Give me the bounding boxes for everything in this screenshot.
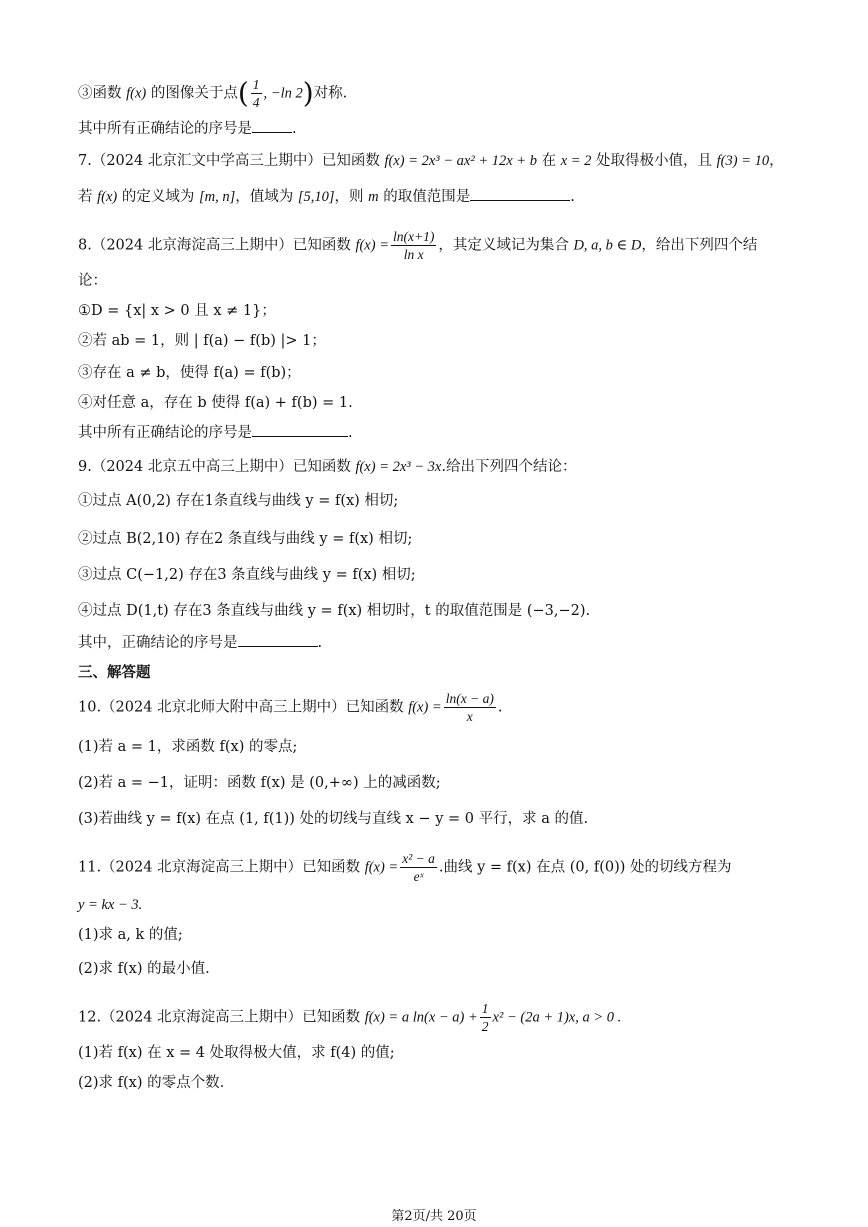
question-10-part1: (1)若 a = 1，求函数 f(x) 的零点; — [78, 739, 298, 755]
question-12-part2: (2)求 f(x) 的零点个数. — [78, 1075, 225, 1091]
fraction: $\frac{\ln(x+1)}{\text{ln x}}$ — [392, 229, 435, 262]
section-heading: 三、解答题 — [78, 665, 151, 681]
fraction: $\frac{1}{2}$ — [481, 1001, 489, 1034]
question-10-part3: (3)若曲线 y = f(x) 在点 (1, f(1)) 处的切线与直线 x − y = 0 平行，求 a 的值. — [78, 811, 589, 827]
question-12-part1: (1)若 f(x) 在 x = 4 处取得极大值，求 f(4) 的值; — [78, 1045, 395, 1061]
question-10: 10.（2024 北京北师大附中高三上期中）已知函数 f(x) = $\frac{\ln(x - a)}{x}$ . — [78, 691, 503, 724]
question-7-line2: 若 f(x) 的定义域为 [m, n]，值域为 [5,10]，则 m 的取值范围是 . — [78, 186, 808, 208]
question-8-answer: 其中所有正确结论的序号是 . — [78, 422, 808, 444]
question-8-item2: ②若 ab = 1，则 | f(a) − f(b) |> 1； — [78, 333, 326, 349]
question-9: 9.（2024 北京五中高三上期中）已知函数 f(x) = 2x³ − 3x.给出下列四个结论： — [78, 459, 577, 475]
question-8-item4: ④对任意 a，存在 b 使得 f(a) + f(b) = 1. — [78, 395, 353, 411]
fraction: $\frac{\ln(x - a)}{x}$ — [445, 691, 494, 724]
question-12: 12.（2024 北京海淀高三上期中）已知函数 f(x) = a ln(x − a) + $\frac{1}{2}$ x² − (2a + 1)x, a > 0 . — [78, 1001, 622, 1034]
question-7: 7.（2024 北京汇文中学高三上期中）已知函数 f(x) = 2x³ − ax² + 12x + b 在 x = 2 处取得极小值，且 f(3) = 10， — [78, 153, 784, 169]
question-8: 8.（2024 北京海淀高三上期中）已知函数 f(x) = $\frac{\ln(x+1)}{\text{ln x}}$ ，其定义域记为集合 D, a, b ∈ D，给出下列四个结 — [78, 229, 758, 262]
item-3-line: ③函数 f(x) 的图像关于点( $\frac{1}{4}$ , −ln 2)对称. — [78, 76, 348, 110]
answer-blank[interactable] — [252, 118, 292, 133]
question-11: 11.（2024 北京海淀高三上期中）已知函数 f(x) = $\frac{\text{x² − a}}{\text{eˣ}}$ .曲线 y = f(x) 在点 (0, f(0)) 处的切线方程为 — [78, 851, 732, 884]
question-9-item1: ①过点 A(0,2) 存在1条直线与曲线 y = f(x) 相切; — [78, 493, 399, 509]
fraction: $\frac{\text{x² − a}}{\text{eˣ}}$ — [402, 851, 435, 884]
question-9-item3: ③过点 C(−1,2) 存在3 条直线与曲线 y = f(x) 相切; — [78, 567, 416, 583]
page-number: 第2页/共 20页 — [391, 1209, 477, 1224]
question-10-part2: (2)若 a = −1，证明：函数 f(x) 是 (0,+∞) 上的减函数; — [78, 775, 441, 791]
question-11-line2: y = kx − 3. — [78, 897, 143, 913]
answer-line: 其中所有正确结论的序号是 . — [78, 118, 808, 140]
answer-blank[interactable] — [252, 422, 348, 437]
answer-blank[interactable] — [238, 632, 318, 647]
question-8-item1: ①D = {x| x > 0 且 x ≠ 1}； — [78, 303, 276, 319]
question-9-item2: ②过点 B(2,10) 存在2 条直线与曲线 y = f(x) 相切; — [78, 531, 413, 547]
fraction: $\frac{1}{4}$ — [252, 77, 260, 110]
question-9-answer: 其中，正确结论的序号是 . — [78, 632, 808, 654]
question-8-item3: ③存在 a ≠ b，使得 f(a) = f(b)； — [78, 365, 301, 381]
answer-blank[interactable] — [470, 186, 570, 201]
question-9-item4: ④过点 D(1,t) 存在3 条直线与曲线 y = f(x) 相切时，t 的取值范围是 (−3,−2). — [78, 603, 591, 619]
question-11-part2: (2)求 f(x) 的最小值. — [78, 961, 210, 977]
question-11-part1: (1)求 a, k 的值; — [78, 927, 183, 943]
question-8-line2: 论： — [78, 273, 107, 289]
